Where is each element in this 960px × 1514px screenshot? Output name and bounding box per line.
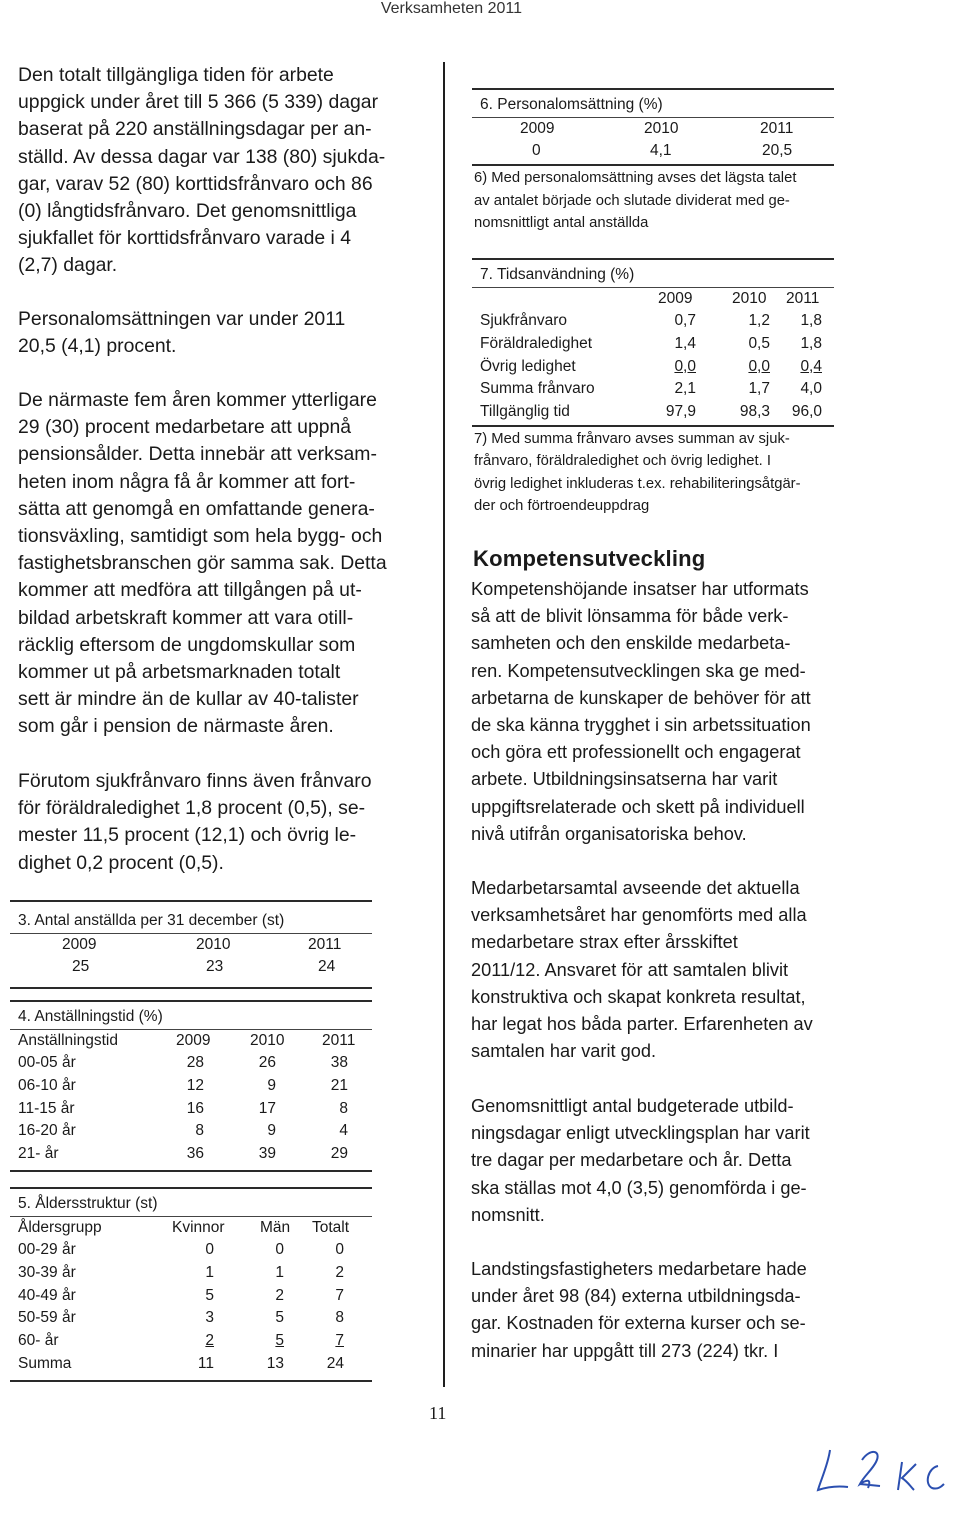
cell-value: 2 (275, 1286, 284, 1304)
cell-value: 26 (258, 1054, 276, 1072)
text-line: (2,7) dagar. (18, 254, 118, 277)
table-row (10, 1143, 372, 1166)
cell-value: 39 (258, 1145, 276, 1163)
value-2010: 23 (206, 958, 224, 976)
text-line: Personalomsättningen var under 2011 (18, 308, 346, 330)
text-line: De närmaste fem åren kommer ytterligare (18, 389, 377, 411)
cell-value: 5 (275, 1332, 284, 1350)
text-line: pensionsålder. Detta innebär att verksam- (18, 443, 377, 466)
page-number: 11 (429, 1403, 447, 1423)
table-rule (10, 1380, 372, 1382)
table-row (472, 310, 834, 333)
text-line: de ska känna trygghet i sin arbetssituation (471, 715, 811, 736)
text-line: frånvaro, föräldraledighet och övrig ledighet. I (474, 453, 771, 470)
cell-value: 0,0 (748, 357, 770, 375)
cell-value: 97,9 (665, 403, 696, 421)
cell-value: 8 (335, 1309, 344, 1327)
column-header: 2011 (322, 1031, 356, 1049)
text-line: minarier har uppgått till 273 (224) tkr. I (471, 1340, 779, 1361)
cell-value: 0 (205, 1241, 214, 1259)
table-rule (472, 164, 834, 166)
row-label: Övrig ledighet (480, 357, 576, 375)
cell-value: 2 (205, 1332, 214, 1350)
section-heading: Kompetensutveckling (473, 546, 706, 571)
cell-value: 4 (339, 1122, 348, 1140)
text-line: nivå utifrån organisatoriska behov. (471, 823, 747, 844)
handwritten-signature (810, 1440, 950, 1505)
text-line: (0) långtidsfrånvaro. Det genomsnittliga (18, 200, 357, 223)
text-line: sett är mindre än de kullar av 40-talister (18, 688, 359, 711)
table-age-structure (10, 1187, 372, 1382)
table-rule (10, 1000, 372, 1002)
table-note (472, 167, 834, 235)
table-rule (10, 1187, 372, 1189)
table-rule (10, 1170, 372, 1172)
value-2011: 24 (318, 958, 336, 976)
cell-value: 28 (186, 1054, 204, 1072)
table-title: 4. Anställningstid (%) (18, 1008, 163, 1025)
cell-value: 0,5 (748, 335, 770, 353)
text-line: sjukfallet för korttidsfrånvaro varade i 4 (18, 227, 352, 250)
text-line: Kompetenshöjande insatser har utformats (471, 579, 809, 599)
cell-value: 16 (186, 1099, 204, 1117)
table-rule (10, 900, 372, 902)
row-label: 16-20 år (18, 1122, 76, 1140)
text-line: under året 98 (84) externa utbildningsda- (471, 1286, 801, 1307)
cell-value: 2 (335, 1264, 344, 1282)
text-line: tionsväxling, samtidigt som hela bygg- och (18, 525, 383, 548)
text-line: så att de blivit lönsamma för både verk- (471, 606, 789, 627)
value-2009: 0 (532, 142, 541, 160)
cell-value: 8 (339, 1099, 348, 1117)
table-row (10, 1239, 372, 1262)
row-label: Summa frånvaro (480, 380, 595, 398)
text-line: tre dagar per medarbetare och år. Detta (471, 1150, 792, 1171)
cell-value: 5 (275, 1309, 284, 1327)
table-row (10, 1262, 372, 1285)
table-employees-count (10, 900, 372, 989)
year-2009: 2009 (658, 289, 693, 307)
text-line: sätta att genomgå en omfattande genera- (18, 497, 375, 520)
table-row (472, 401, 834, 424)
row-label: 21- år (18, 1145, 59, 1163)
row-label: Sjukfrånvaro (480, 312, 568, 330)
text-line: arbetarna de kunskaper de behöver för att (471, 687, 811, 708)
text-line: Den totalt tillgängliga tiden för arbete (18, 64, 334, 86)
cell-value: 1,8 (800, 335, 822, 353)
column-header: Män (260, 1218, 291, 1236)
table-rule (472, 258, 834, 260)
text-line: uppgiftsrelaterade och skett på individuell (471, 796, 805, 817)
column-header: 2010 (250, 1031, 285, 1049)
cell-value: 38 (330, 1054, 348, 1072)
cell-value: 0 (335, 1241, 344, 1259)
text-line: heten inom några få år kommer att fort- (18, 470, 356, 493)
paragraph-turnover (18, 306, 418, 360)
table-employment-time (10, 1000, 372, 1172)
year-2009: 2009 (520, 119, 555, 137)
row-label: 50-59 år (18, 1309, 76, 1327)
text-line: har legat hos båda parter. Erfarenheten av (471, 1014, 813, 1035)
text-line: Medarbetarsamtal avseende det aktuella (471, 878, 800, 898)
cell-value: 0,4 (800, 357, 822, 375)
row-label: 00-05 år (18, 1054, 76, 1072)
table-row (10, 1353, 372, 1376)
year-2010: 2010 (196, 935, 231, 953)
text-line: Genomsnittligt antal budgeterade utbild- (471, 1096, 794, 1116)
row-label: Summa (18, 1354, 72, 1372)
column-header: Totalt (312, 1218, 350, 1236)
paragraph-external-training (471, 1256, 871, 1365)
cell-value: 1 (205, 1264, 214, 1282)
cell-value: 24 (326, 1354, 344, 1372)
cell-value: 0,7 (674, 312, 696, 330)
cell-value: 1,4 (674, 335, 696, 353)
text-line: gar. Kostnaden för externa kurser och se- (471, 1313, 806, 1334)
table-title: 3. Antal anställda per 31 december (st) (18, 912, 285, 929)
row-label: 60- år (18, 1332, 59, 1350)
year-2010: 2010 (644, 119, 679, 137)
table-time-usage (472, 258, 834, 518)
paragraph-available-time (18, 62, 418, 280)
row-label: 00-29 år (18, 1241, 76, 1259)
cell-value: 36 (186, 1145, 204, 1163)
text-line: baserat på 220 anställningsdagar per an- (18, 118, 372, 141)
text-line: fastighetsbranschen gör samma sak. Detta (18, 552, 387, 575)
text-line: och göra ett professionellt och engagerat (471, 742, 801, 763)
text-line: av antalet började och slutade dividerat med ge- (474, 192, 790, 209)
table-row (10, 1285, 372, 1308)
text-line: ren. Kompetensutvecklingen ska ge med- (471, 660, 806, 681)
cell-value: 29 (330, 1145, 348, 1163)
cell-value: 0,0 (674, 357, 696, 375)
table-row (472, 333, 834, 356)
paragraph-competence (471, 576, 871, 848)
row-label: 06-10 år (18, 1077, 76, 1095)
table-rule (10, 987, 372, 989)
paragraph-training-days (471, 1093, 871, 1229)
text-line: dighet 0,2 procent (0,5). (18, 851, 224, 874)
text-line: övrig ledighet inkluderas t.ex. rehabiliteringsåtgär- (474, 475, 801, 492)
text-line: kommer att medföra att tillgången på ut- (18, 579, 362, 602)
text-line: medarbetare strax efter årsskiftet (471, 932, 738, 953)
text-line: gar, varav 52 (80) korttidsfrånvaro och 86 (18, 172, 373, 195)
text-line: ska ställas mot 4,0 (3,5) genomförda i ge- (471, 1177, 807, 1198)
row-label: Tillgänglig tid (480, 403, 570, 421)
table-title: 6. Personalomsättning (%) (480, 96, 663, 113)
cell-value: 1,8 (800, 312, 822, 330)
value-2010: 4,1 (650, 142, 672, 160)
paragraph-appraisal (471, 875, 871, 1065)
cell-value: 21 (330, 1077, 348, 1095)
cell-value: 2,1 (674, 380, 696, 398)
column-divider (443, 62, 445, 1387)
column-header: 2009 (176, 1031, 211, 1049)
cell-value: 13 (266, 1354, 284, 1372)
column-header: Anställningstid (18, 1031, 118, 1049)
text-line: 7) Med summa frånvaro avses summan av sjuk- (474, 430, 790, 447)
cell-value: 0 (275, 1241, 284, 1259)
cell-value: 11 (197, 1354, 214, 1372)
text-line: Landstingsfastigheters medarbetare hade (471, 1259, 807, 1279)
text-line: ningsdagar enligt utvecklingsplan har varit (471, 1123, 810, 1144)
page-header-title: Verksamheten 2011 (380, 0, 522, 17)
column-header: Åldersgrupp (18, 1218, 102, 1236)
text-line: 6) Med personalomsättning avses det lägsta talet (474, 170, 797, 187)
text-line: 29 (30) procent medarbetare att uppnå (18, 416, 352, 439)
text-line: ställd. Av dessa dagar var 138 (80) sjukda- (18, 145, 386, 168)
text-line: samheten och den enskilde medarbeta- (471, 633, 791, 654)
cell-value: 5 (205, 1286, 214, 1304)
table-title: 5. Åldersstruktur (st) (18, 1195, 158, 1212)
row-label: 30-39 år (18, 1264, 76, 1282)
cell-value: 7 (335, 1332, 344, 1350)
text-line: nomsnitt. (471, 1204, 545, 1225)
cell-value: 17 (258, 1099, 276, 1117)
paragraph-retirement (18, 387, 418, 741)
text-line: der och förtroendeuppdrag (474, 498, 650, 515)
cell-value: 1,2 (748, 312, 770, 330)
text-line: uppgick under året till 5 366 (5 339) dagar (18, 91, 379, 114)
text-line: konstruktiva och skapat konkreta resultat, (471, 986, 806, 1007)
text-line: bildad arbetskraft kommer att vara otill- (18, 606, 354, 629)
cell-value: 4,0 (800, 380, 822, 398)
table-row (10, 1098, 372, 1121)
value-2011: 20,5 (762, 142, 793, 160)
table-staff-turnover (472, 88, 834, 235)
text-line: för föräldraledighet 1,8 procent (0,5), se- (18, 797, 366, 820)
text-line: räcklig eftersom de ungdomskullar som (18, 633, 356, 656)
row-label: 11-15 år (18, 1099, 75, 1117)
cell-value: 7 (335, 1286, 344, 1304)
year-2011: 2011 (760, 119, 794, 137)
text-line: mester 11,5 procent (12,1) och övrig le- (18, 824, 357, 847)
text-line: nomsnittligt antal anställda (474, 215, 649, 232)
year-2011: 2011 (786, 289, 820, 307)
table-row (10, 1330, 372, 1353)
table-row (10, 1052, 372, 1075)
year-2010: 2010 (732, 289, 767, 307)
table-rule (472, 88, 834, 90)
table-row (472, 378, 834, 401)
cell-value: 96,0 (791, 403, 822, 421)
cell-value: 3 (205, 1309, 214, 1327)
row-label: Föräldraledighet (480, 335, 593, 353)
text-line: arbete. Utbildningsinsatserna har varit (471, 769, 778, 790)
cell-value: 9 (267, 1122, 276, 1140)
text-line: 20,5 (4,1) procent. (18, 335, 177, 358)
table-note (472, 428, 834, 518)
signature-drawing (810, 1440, 950, 1500)
text-line: Förutom sjukfrånvaro finns även frånvaro (18, 770, 372, 792)
cell-value: 1 (275, 1264, 284, 1282)
column-header: Kvinnor (172, 1218, 225, 1236)
table-title: 7. Tidsanvändning (%) (480, 266, 635, 283)
table-row (472, 356, 834, 379)
cell-value: 1,7 (748, 380, 770, 398)
text-line: 2011/12. Ansvaret för att samtalen blivit (471, 959, 789, 980)
year-2011: 2011 (308, 935, 342, 953)
text-line: som går i pension de närmaste åren. (18, 715, 334, 738)
text-line: samtalen har varit god. (471, 1041, 657, 1062)
table-row (10, 1120, 372, 1143)
value-2009: 25 (72, 958, 90, 976)
cell-value: 9 (267, 1077, 276, 1095)
cell-value: 98,3 (739, 403, 770, 421)
cell-value: 12 (186, 1077, 204, 1095)
row-label: 40-49 år (18, 1286, 76, 1304)
paragraph-other-absence (18, 768, 418, 877)
text-line: kommer ut på arbetsmarknaden totalt (18, 661, 341, 684)
text-line: verksamhetsåret har genomförts med alla (471, 905, 807, 926)
cell-value: 8 (195, 1122, 204, 1140)
table-row (10, 1075, 372, 1098)
table-rule (472, 425, 834, 427)
table-row (10, 1307, 372, 1330)
year-2009: 2009 (62, 935, 97, 953)
